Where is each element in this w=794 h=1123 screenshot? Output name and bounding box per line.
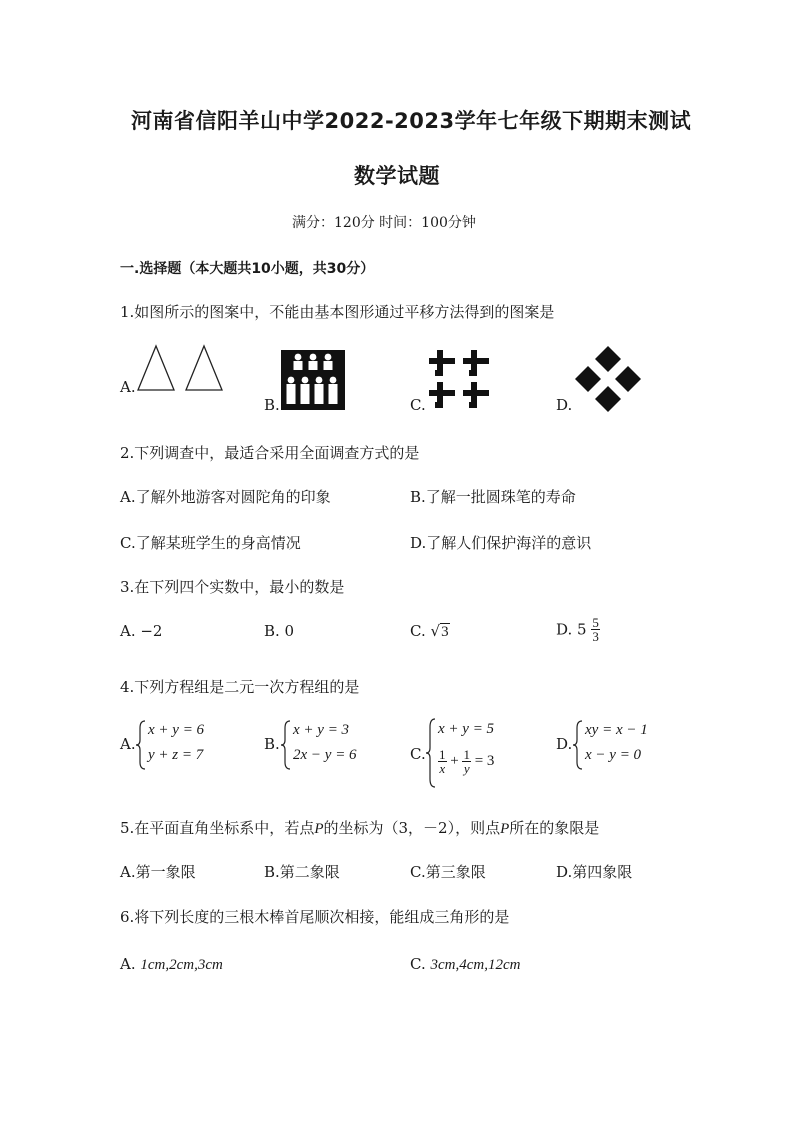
people-block-figure (281, 350, 345, 410)
stem-part: 5.在平面直角坐标系中，若点 (120, 819, 315, 837)
stem-part: 所在的象限是 (509, 819, 600, 837)
option-b-label: B. (264, 735, 280, 753)
equation-1: x + y = 3 (293, 722, 350, 738)
option-c-label: C. (410, 745, 426, 763)
option-b: B.了解一批圆珠笔的寿命 (410, 488, 576, 506)
equation-1: x + y = 5 (438, 721, 495, 737)
option-d: D.第四象限 (556, 863, 633, 881)
equation-tail: = 3 (474, 753, 495, 769)
exam-meta: 满分：120分 时间：100分钟 (292, 215, 476, 231)
point-p: P (314, 821, 324, 837)
brace-icon (136, 720, 146, 770)
option-d-label: D. (556, 735, 573, 753)
option-a-label: A. (120, 735, 136, 753)
option-d-label: D. 5 (556, 620, 587, 639)
equation-2: y + z = 7 (148, 747, 204, 763)
option-d: D.了解人们保护海洋的意识 (410, 534, 592, 552)
option-label: C. (410, 396, 426, 414)
point-p: P (500, 821, 510, 837)
brace-icon (426, 718, 436, 788)
question-stem (120, 817, 599, 838)
fraction-numerator: 1 (463, 747, 470, 762)
option-label: D. (556, 396, 573, 414)
question-stem: 4.下列方程组是二元一次方程组的是 (120, 678, 360, 696)
option-a: A.第一象限 (120, 863, 196, 881)
option-c (410, 622, 450, 641)
fraction (591, 616, 600, 643)
option-label: A. (120, 378, 136, 396)
option-label: B. (264, 396, 280, 414)
exam-subtitle: 数学试题 (354, 164, 440, 188)
option-c (410, 955, 520, 974)
stem-part: 的坐标为（3，－2），则点 (323, 819, 501, 837)
option-c: C.第三象限 (410, 863, 486, 881)
option-c-label: C. (410, 955, 426, 973)
option-c-value: 3cm,4cm,12cm (430, 957, 521, 973)
option-d (556, 616, 600, 643)
equation-2: x − y = 0 (585, 747, 642, 763)
plus-sign: + (450, 753, 459, 769)
equation-2: 2x − y = 6 (293, 747, 357, 763)
fraction-denominator: x (439, 761, 446, 776)
question-stem: 3.在下列四个实数中，最小的数是 (120, 578, 345, 596)
equation-1: x + y = 6 (148, 722, 205, 738)
crosses-figure (427, 350, 491, 410)
fraction-numerator: 5 (592, 615, 599, 630)
fraction (438, 748, 447, 775)
option-a-label: A. (120, 955, 136, 973)
question-stem: 2.下列调查中，最适合采用全面调查方式的是 (120, 444, 420, 462)
option-b: B.第二象限 (264, 863, 340, 881)
equation-2 (438, 748, 494, 775)
brace-icon (281, 720, 291, 770)
option-a-value: 1cm,2cm,3cm (140, 957, 223, 973)
option-a: A. −2 (120, 622, 163, 640)
fraction-numerator: 1 (439, 747, 446, 762)
brace-icon (573, 720, 583, 770)
option-c: C.了解某班学生的身高情况 (120, 534, 301, 552)
diamonds-figure (574, 345, 642, 413)
section-heading: 一.选择题（本大题共10小题，共30分） (120, 261, 375, 277)
option-a (120, 955, 223, 974)
question-stem: 6.将下列长度的三根木棒首尾顺次相接，能组成三角形的是 (120, 908, 510, 926)
equation-1: xy = x − 1 (585, 722, 648, 738)
fraction-denominator: y (463, 761, 470, 776)
two-triangles-figure (136, 344, 226, 392)
option-c-label: C. (410, 622, 426, 640)
exam-title: 河南省信阳羊山中学2022-2023学年七年级下期期末测试 (131, 109, 692, 133)
option-b: B. 0 (264, 622, 295, 640)
question-stem: 1.如图所示的图案中，不能由基本图形通过平移方法得到的图案是 (120, 303, 555, 321)
sqrt-symbol: √3 (430, 622, 449, 640)
fraction-denominator: 3 (592, 629, 599, 644)
option-a: A.了解外地游客对圆陀角的印象 (120, 488, 331, 506)
sqrt-radicand: 3 (441, 624, 449, 640)
fraction (462, 748, 471, 775)
